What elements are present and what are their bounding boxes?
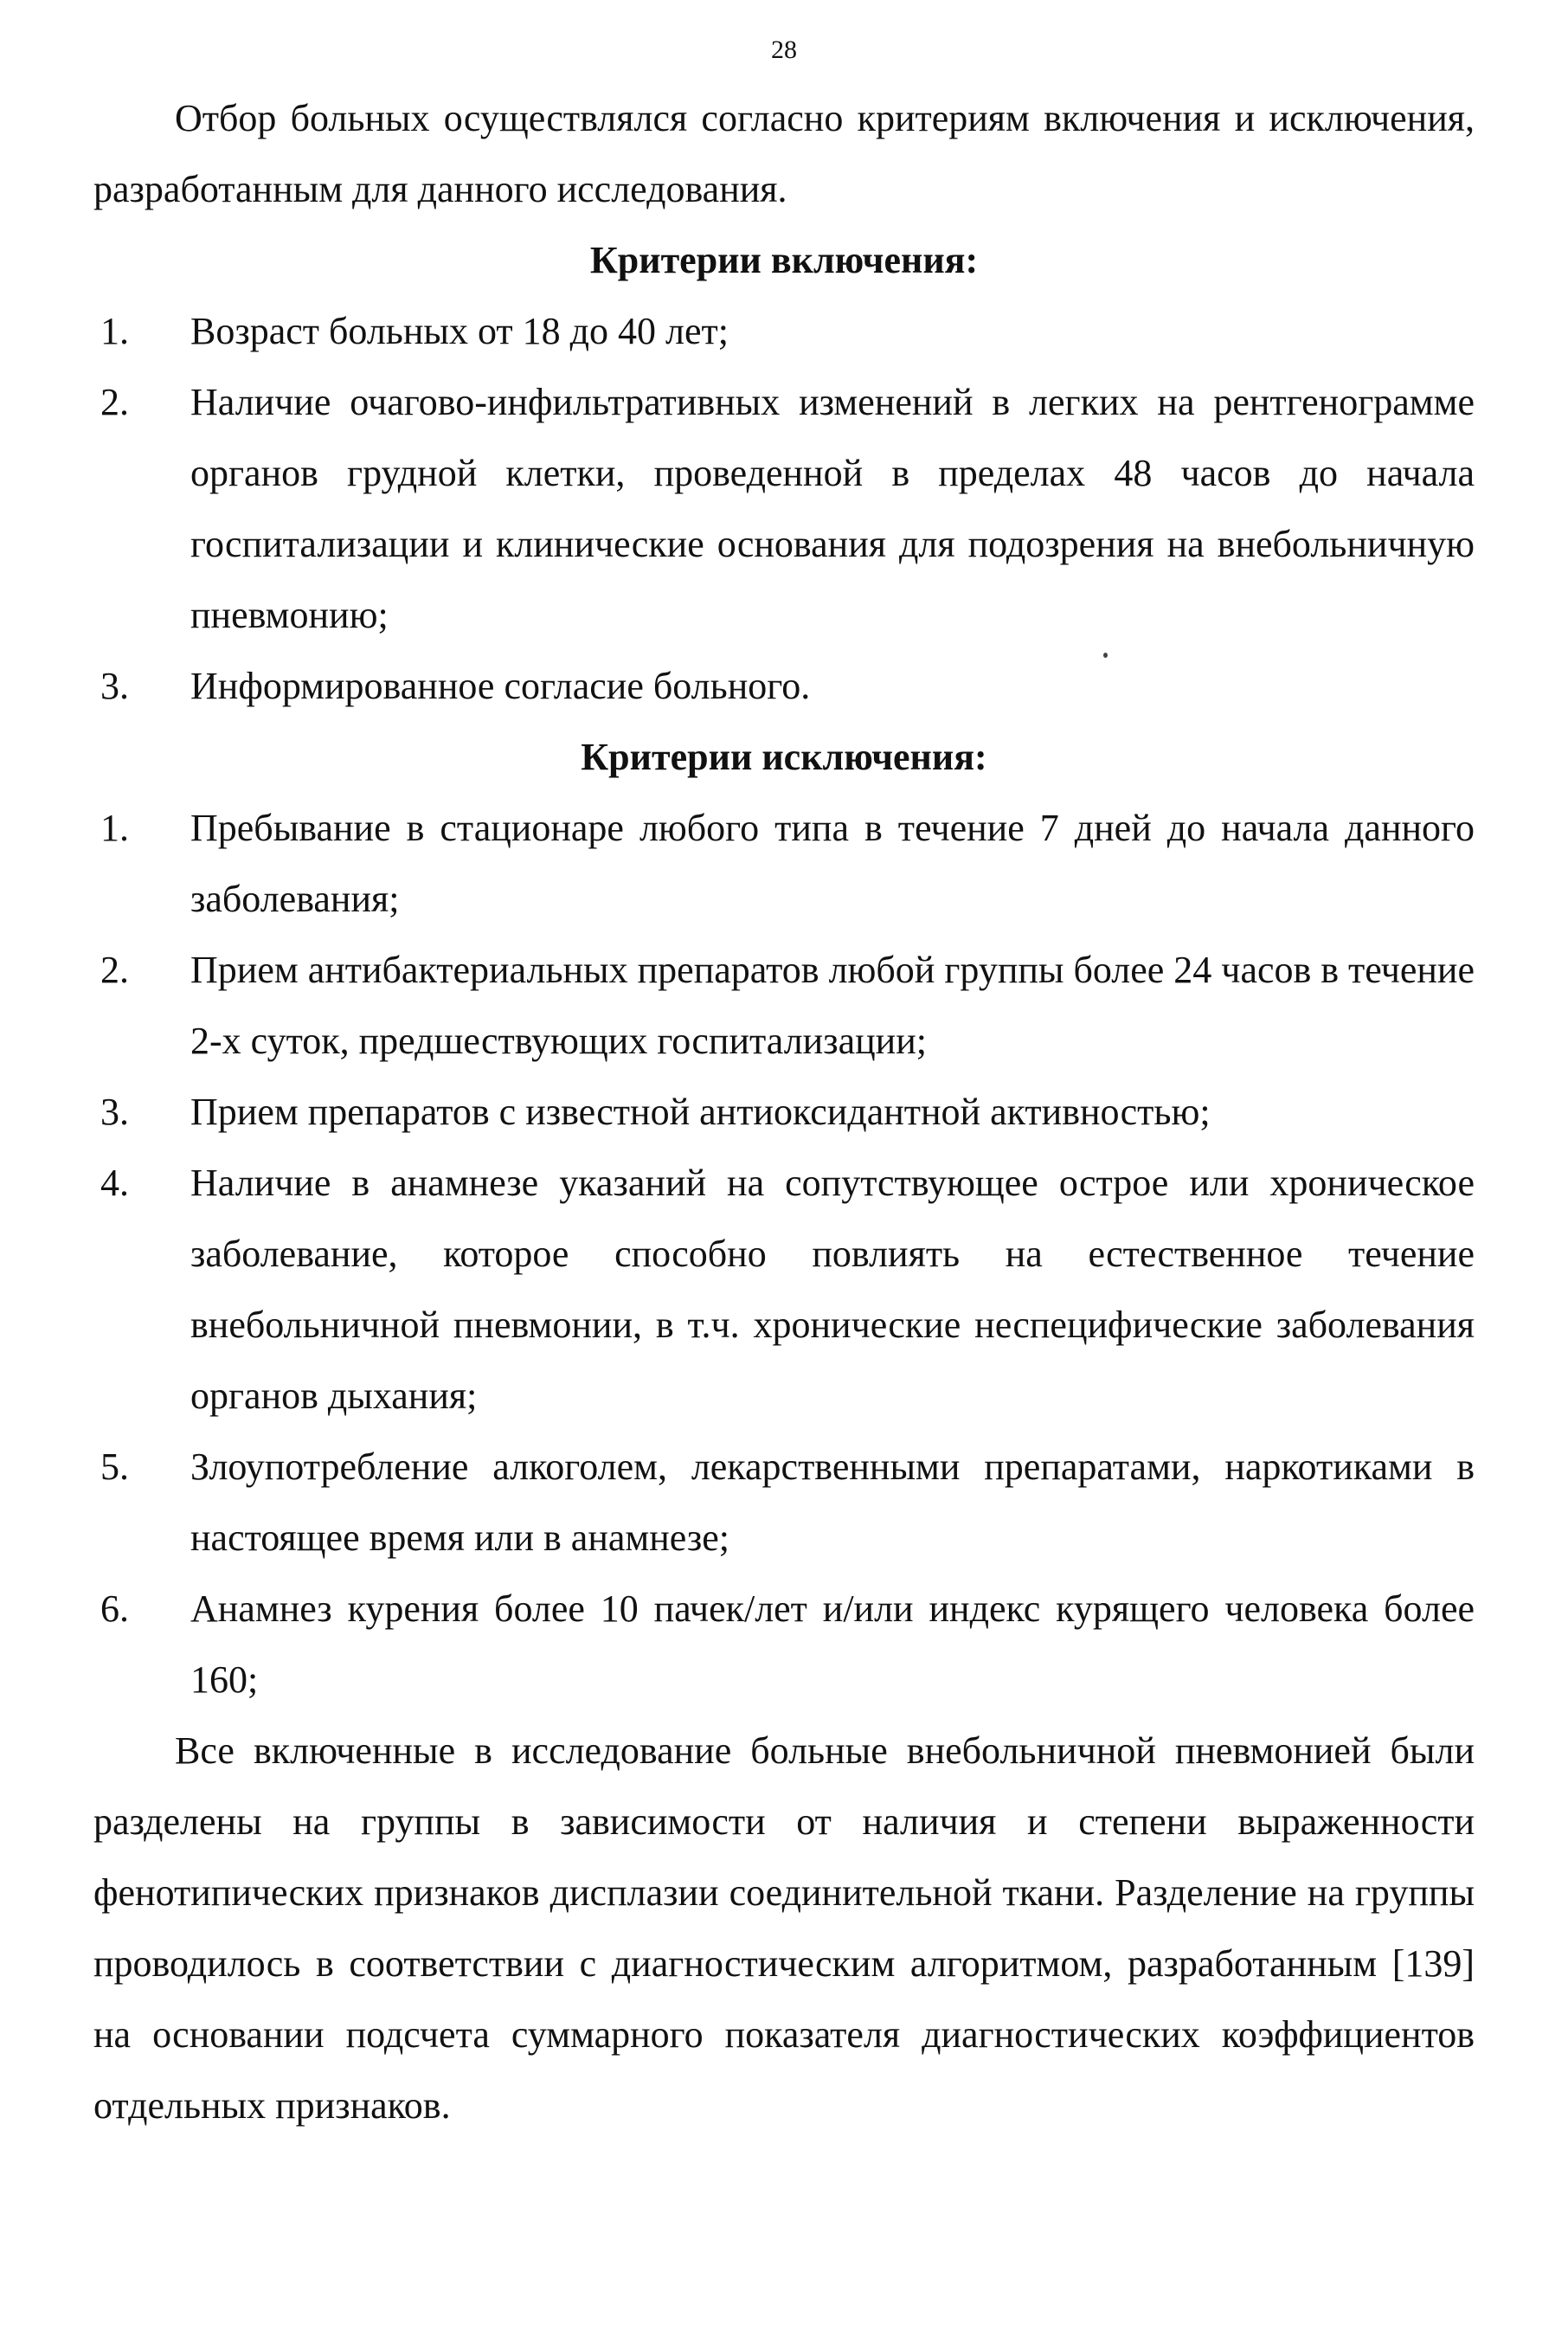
exclusion-list	[93, 793, 1475, 1716]
list-item-text: Информированное согласие больного.	[190, 665, 811, 707]
list-item-number: 3.	[100, 1091, 129, 1133]
list-item-text: Пребывание в стационаре любого типа в течение 7 дней до начала данного заболевания;	[190, 807, 1475, 920]
list-item-number: 3.	[100, 665, 129, 707]
list-item-number: 2.	[100, 949, 129, 991]
list-item	[93, 793, 1475, 935]
conclusion-paragraph: Все включенные в исследование больные внебольничной пневмонией были разделены на группы в зависимости от наличия и степени выраженности фенотипических признаков дисплазии соединительной ткани. Разделение на группы проводилось в соответствии с диагностическим алгоритмом, разработанным [139] на основании подсчета суммарного показателя диагностических коэффициентов отдельных признаков.	[93, 1729, 1475, 2127]
scan-speck	[1103, 653, 1108, 658]
inclusion-heading: Критерии включения:	[589, 239, 979, 281]
list-item	[93, 367, 1475, 651]
list-item-text: Прием антибактериальных препаратов любой группы более 24 часов в течение 2-х суток, предшествующих госпитализации;	[190, 949, 1475, 1062]
intro-paragraph: Отбор больных осуществлялся согласно критериям включения и исключения, разработанным для данного исследования.	[93, 97, 1475, 210]
list-item	[93, 1148, 1475, 1432]
list-item-number: 2.	[100, 381, 129, 423]
exclusion-heading: Критерии исключения:	[581, 736, 987, 778]
list-item-number: 1.	[100, 310, 129, 352]
list-item	[93, 1432, 1475, 1574]
list-item	[93, 935, 1475, 1077]
list-item-number: 4.	[100, 1162, 129, 1204]
page-number: 28	[771, 35, 797, 64]
list-item	[93, 296, 1475, 367]
list-item-text: Злоупотребление алкоголем, лекарственными препаратами, наркотиками в настоящее время или в анамнезе;	[190, 1445, 1475, 1559]
list-item	[93, 1077, 1475, 1148]
inclusion-list	[93, 296, 1475, 722]
list-item-number: 6.	[100, 1587, 129, 1630]
list-item	[93, 651, 1475, 722]
list-item-text: Наличие в анамнезе указаний на сопутствующее острое или хроническое заболевание, которое способно повлиять на естественное течение внебольничной пневмонии, в т.ч. хронические неспецифические заболевания органов дыхания;	[190, 1162, 1475, 1417]
list-item-number: 1.	[100, 807, 129, 849]
list-item-text: Возраст больных от 18 до 40 лет;	[190, 310, 729, 352]
list-item-text: Анамнез курения более 10 пачек/лет и/или индекс курящего человека более 160;	[190, 1587, 1475, 1701]
list-item-text: Наличие очагово-инфильтративных изменений в легких на рентгенограмме органов грудной клетки, проведенной в пределах 48 часов до начала госпитализации и клинические основания для подозрения на внебольничную пневмонию;	[190, 381, 1475, 636]
list-item-number: 5.	[100, 1445, 129, 1488]
page-content	[93, 83, 1475, 2141]
list-item-text: Прием препаратов с известной антиоксидантной активностью;	[190, 1091, 1211, 1133]
list-item	[93, 1574, 1475, 1716]
